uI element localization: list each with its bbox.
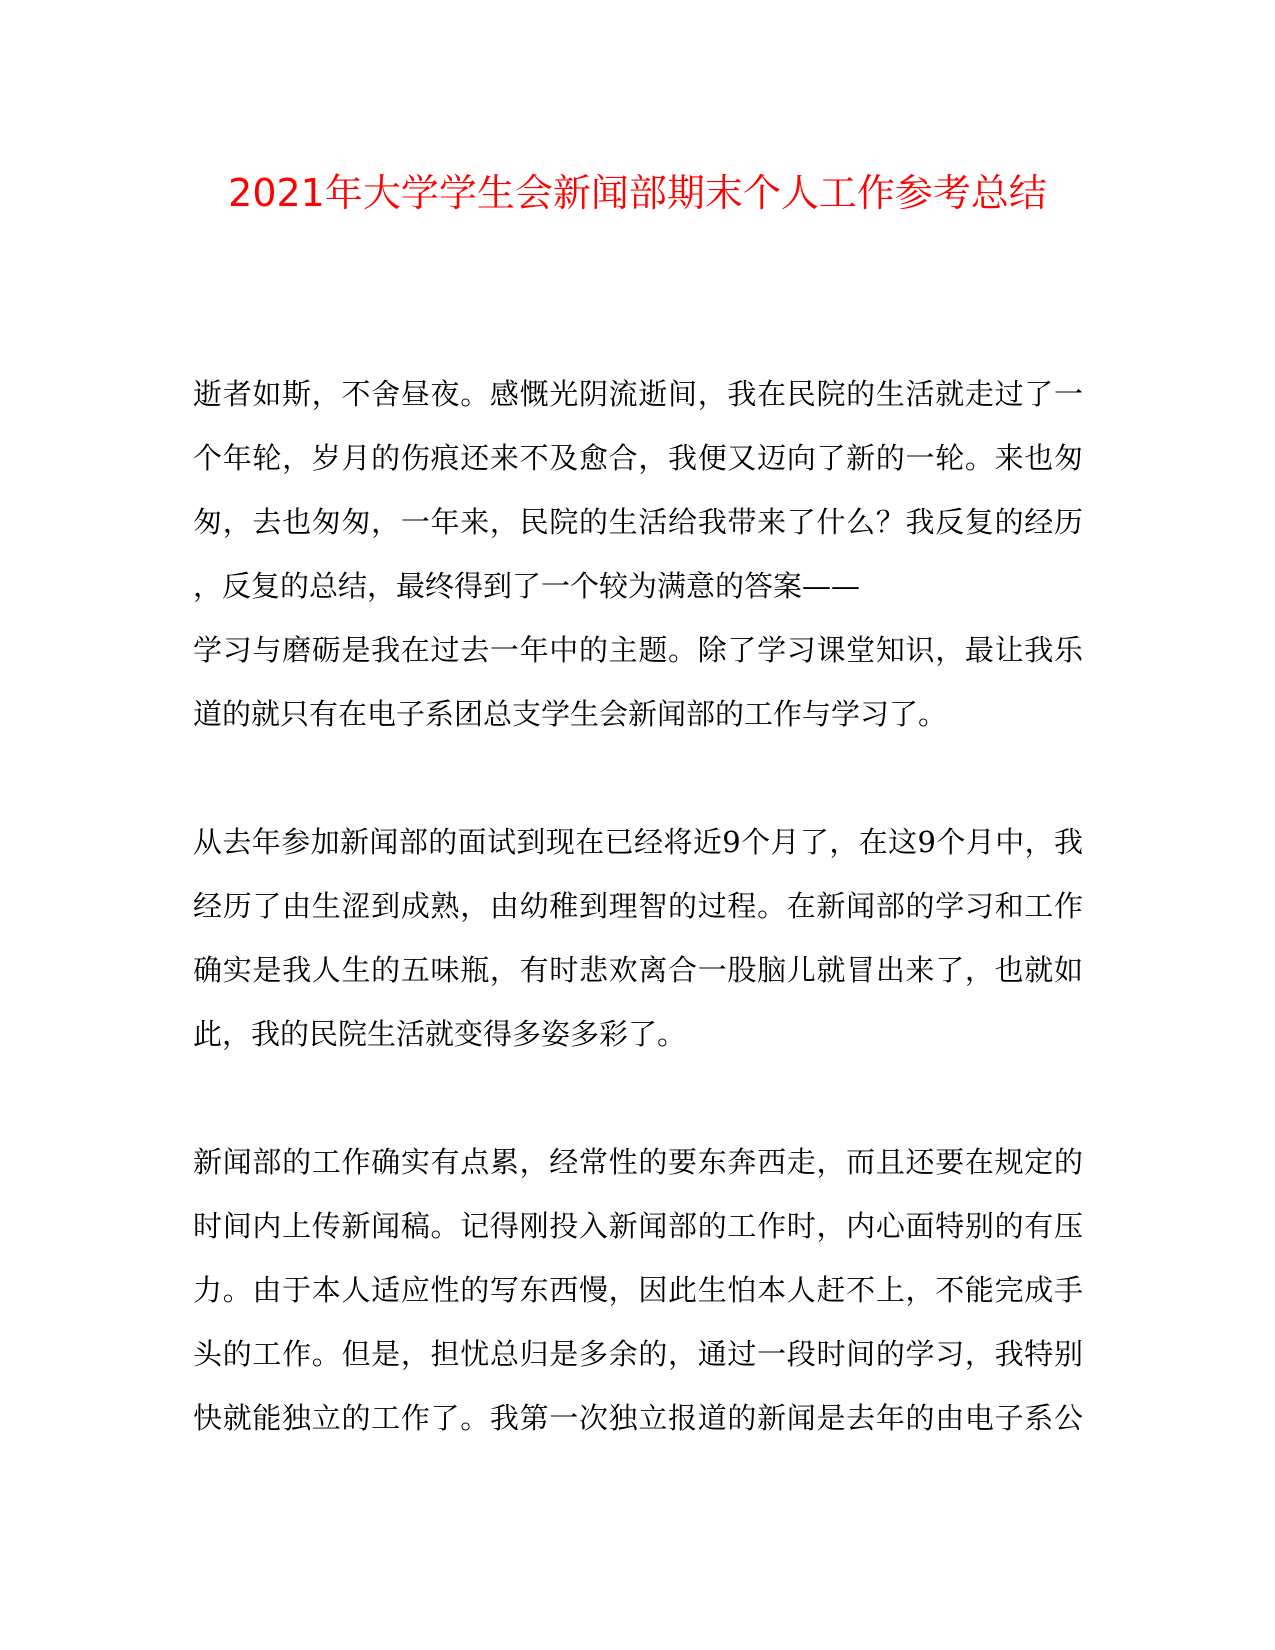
paragraph-gap — [193, 1066, 1083, 1130]
text-line: 头的工作。但是，担忧总归是多余的，通过一段时间的学习，我特别 — [193, 1337, 1083, 1371]
text-line: 逝者如斯，不舍昼夜。感慨光阴流逝间，我在民院的生活就走过了一 — [193, 377, 1083, 411]
text-line: 从去年参加新闻部的面试到现在已经将近9个月了，在这9个月中，我 — [193, 825, 1083, 859]
text-line: 此，我的民院生活就变得多姿多彩了。 — [193, 1017, 687, 1051]
text-line: ，反复的总结，最终得到了一个较为满意的答案—— — [193, 569, 861, 603]
text-line: 时间内上传新闻稿。记得刚投入新闻部的工作时，内心面特别的有压 — [193, 1209, 1083, 1243]
text-line: 力。由于本人适应性的写东西慢，因此生怕本人赶不上，不能完成手 — [193, 1273, 1083, 1307]
document-body — [193, 362, 1083, 1450]
text-line: 学习与磨砺是我在过去一年中的主题。除了学习课堂知识，最让我乐 — [193, 633, 1083, 667]
text-line: 经历了由生涩到成熟，由幼稚到理智的过程。在新闻部的学习和工作 — [193, 889, 1083, 923]
paragraph-1 — [193, 362, 1083, 746]
paragraph-2 — [193, 810, 1083, 1066]
text-line: 匆，去也匆匆，一年来，民院的生活给我带来了什么？我反复的经历 — [193, 505, 1083, 539]
paragraph-3 — [193, 1130, 1083, 1450]
paragraph-gap — [193, 746, 1083, 810]
text-line: 确实是我人生的五味瓶，有时悲欢离合一股脑儿就冒出来了，也就如 — [193, 953, 1083, 987]
document-title: 2021年大学学生会新闻部期末个人工作参考总结 — [228, 171, 1047, 215]
text-line: 个年轮，岁月的伤痕还来不及愈合，我便又迈向了新的一轮。来也匆 — [193, 441, 1083, 475]
text-line: 新闻部的工作确实有点累，经常性的要东奔西走，而且还要在规定的 — [193, 1145, 1083, 1179]
text-line: 道的就只有在电子系团总支学生会新闻部的工作与学习了。 — [193, 697, 948, 731]
text-line: 快就能独立的工作了。我第一次独立报道的新闻是去年的由电子系公 — [193, 1401, 1083, 1435]
